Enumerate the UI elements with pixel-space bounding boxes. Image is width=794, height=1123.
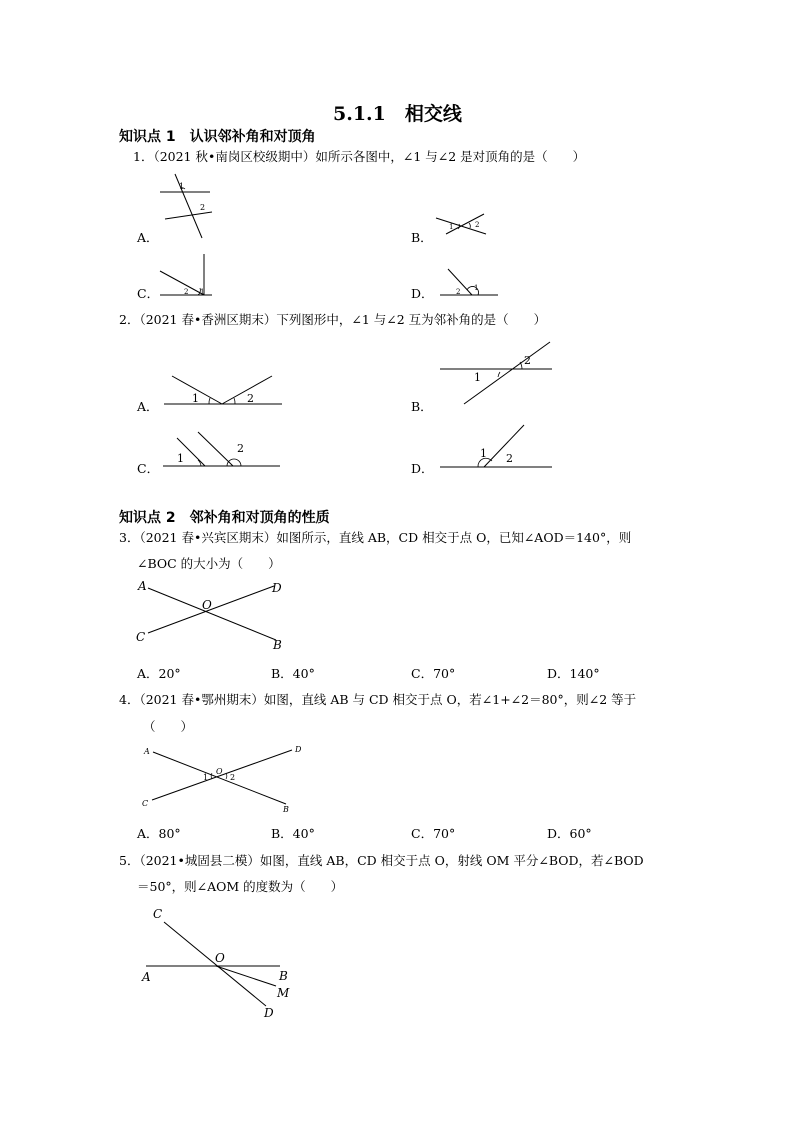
q5-label-B: B [279,969,288,983]
question-5-line-2: ＝50°，则∠AOM 的度数为（ ） [137,879,344,894]
q1a-label-2: 2 [200,203,206,212]
q5-label-M: M [277,986,290,1000]
question-1-text: 1．（2021 秋•南岗区校级期中）如所示各图中，∠1 与∠2 是对顶角的是（ ） [133,149,586,164]
q2d-label-2: 2 [506,452,513,465]
q2b-label-2: 2 [524,354,531,367]
q2-figure-c [160,430,285,472]
q1b-label-2: 2 [475,221,480,229]
q2b-label-1: 1 [474,371,481,384]
q1-option-b[interactable]: B． [411,230,433,245]
question-2-text: 2．（2021 春•香洲区期末）下列图形中，∠1 与∠2 互为邻补角的是（ ） [119,312,547,327]
q4-label-A: A [144,747,150,756]
q2c-label-1: 1 [177,452,184,465]
q5-figure [140,904,310,1022]
q2-figure-d [440,424,555,472]
q2-option-b[interactable]: B． [411,399,433,414]
q5-label-C: C [153,907,163,921]
q4-label-D: D [295,745,302,754]
q1-figure-a [160,172,220,242]
question-5-line-1: 5．（2021•城固县二模）如图，直线 AB，CD 相交于点 O，射线 OM 平分∠BOD，若∠BOD [119,853,644,868]
q4-option-c[interactable]: C．70° [411,826,456,841]
section-heading-1: 知识点 1 认识邻补角和对顶角 [119,129,316,145]
q4-label-1: 1 [203,773,209,782]
q1c-label-2: 2 [184,288,189,296]
q2-option-a[interactable]: A． [137,399,159,414]
question-4-line-1: 4．（2021 春•鄂州期末）如图，直线 AB 与 CD 相交于点 O，若∠1+∠2＝80°，则∠2 等于 [119,692,637,707]
q1b-label-1: 1 [449,223,454,231]
q1d-label-2: 2 [456,288,461,296]
q3-option-d[interactable]: D．140° [547,666,600,681]
q2-figure-a [162,372,287,408]
q4-option-b[interactable]: B．40° [271,826,315,841]
q2c-label-2: 2 [237,442,244,455]
page-title: 5.1.1 相交线 [333,103,462,125]
q3-option-c[interactable]: C．70° [411,666,456,681]
q1c-label-1: 1 [200,288,205,296]
q4-label-O: O [216,767,223,776]
q4-figure [140,742,310,814]
q3-label-A: A [138,579,147,593]
q2a-label-1: 1 [192,392,199,405]
q2-option-c[interactable]: C． [137,461,160,476]
q1-figure-b [436,212,496,242]
q5-label-O: O [215,951,225,965]
q5-label-D: D [264,1006,274,1020]
q3-figure [136,578,296,650]
q4-option-d[interactable]: D．60° [547,826,592,841]
q1d-label-1: 1 [474,284,479,292]
q2d-label-1: 1 [480,447,487,460]
q3-label-B: B [273,638,282,652]
q3-label-O: O [202,598,212,612]
q3-label-D: D [272,581,282,595]
q3-option-b[interactable]: B．40° [271,666,315,681]
q1-option-d[interactable]: D． [411,286,434,301]
q1-figure-d [440,266,500,298]
q2-option-d[interactable]: D． [411,461,434,476]
q4-label-B: B [283,805,289,814]
q4-label-2: 2 [230,773,236,782]
q1-figure-c [160,254,220,299]
q1-option-c[interactable]: C． [137,286,160,301]
q1a-label-1: 1 [179,182,185,191]
q2a-label-2: 2 [247,392,254,405]
question-4-line-2: （ ） [143,719,194,734]
question-3-line-2: ∠BOC 的大小为（ ） [137,556,281,571]
question-3-line-1: 3．（2021 春•兴宾区期末）如图所示，直线 AB，CD 相交于点 O，已知∠AOD＝140°，则 [119,530,632,545]
q5-label-A: A [142,970,151,984]
section-heading-2: 知识点 2 邻补角和对顶角的性质 [119,510,330,526]
q2-figure-b [440,340,560,406]
q1-option-a[interactable]: A． [137,230,159,245]
q3-option-a[interactable]: A．20° [137,666,181,681]
q4-label-C: C [142,799,149,808]
q4-option-a[interactable]: A．80° [137,826,181,841]
q3-label-C: C [136,630,146,644]
